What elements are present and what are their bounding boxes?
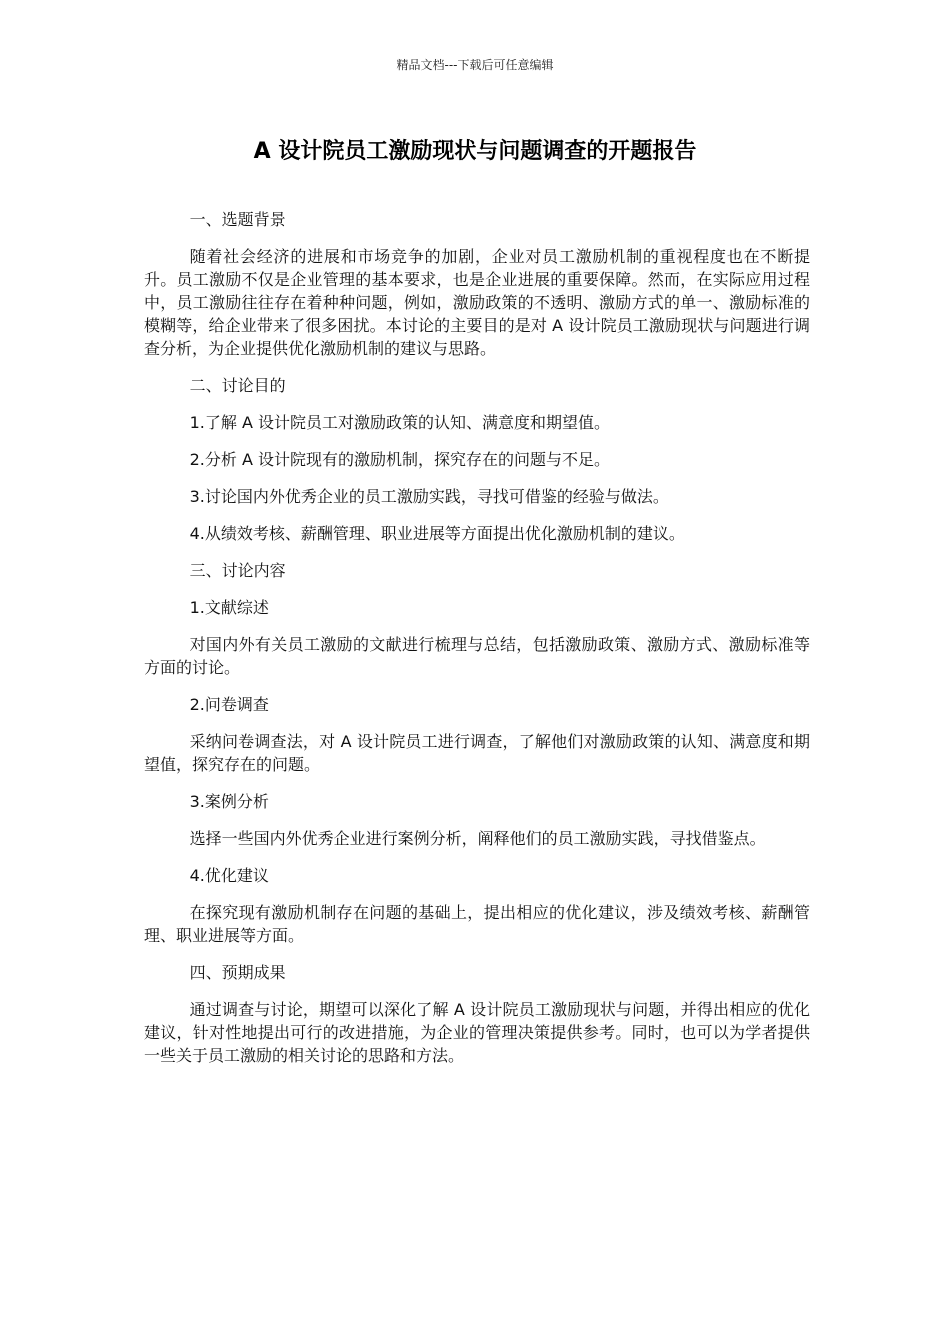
case-study-paragraph: 选择一些国内外优秀企业进行案例分析，阐释他们的员工激励实践，寻找借鉴点。	[189, 829, 766, 848]
purpose-item-4: 4.从绩效考核、薪酬管理、职业进展等方面提出优化激励机制的建议。	[189, 524, 685, 543]
section-heading-expected-results: 四、预期成果	[189, 963, 286, 982]
subsection-heading-case-study: 3.案例分析	[189, 792, 269, 811]
section-heading-purpose: 二、讨论目的	[189, 376, 286, 395]
background-paragraph: 随着社会经济的进展和市场竞争的加剧，企业对员工激励机制的重视程度也在不断提升。员工激励不仅是企业管理的基本要求，也是企业进展的重要保障。然而，在实际应用过程中，员工激励往往存在着种种问题，例如，激励政策的不透明、激励方式的单一、激励标准的模糊等，给企业带来了很多困扰。本讨论的主要目的是对 A 设计院员工激励现状与问题进行调查分析，为企业提供优化激励机制的建议与思路。	[144, 247, 810, 358]
literature-paragraph: 对国内外有关员工激励的文献进行梳理与总结，包括激励政策、激励方式、激励标准等方面的讨论。	[144, 635, 810, 677]
subsection-heading-suggestions: 4.优化建议	[189, 866, 269, 885]
survey-paragraph: 采纳问卷调查法，对 A 设计院员工进行调查，了解他们对激励政策的认知、满意度和期望值，探究存在的问题。	[144, 732, 810, 774]
purpose-item-1: 1.了解 A 设计院员工对激励政策的认知、满意度和期望值。	[189, 413, 610, 432]
subsection-heading-survey: 2.问卷调查	[189, 695, 269, 714]
subsection-heading-literature: 1.文献综述	[189, 598, 269, 617]
header-note: 精品文档---下载后可任意编辑	[396, 58, 554, 72]
section-heading-content: 三、讨论内容	[189, 561, 286, 580]
purpose-item-2: 2.分析 A 设计院现有的激励机制，探究存在的问题与不足。	[189, 450, 610, 469]
purpose-item-3: 3.讨论国内外优秀企业的员工激励实践，寻找可借鉴的经验与做法。	[189, 487, 669, 506]
suggestions-paragraph: 在探究现有激励机制存在问题的基础上，提出相应的优化建议，涉及绩效考核、薪酬管理、职业进展等方面。	[144, 903, 810, 945]
document-body	[144, 208, 810, 1081]
document-title: A 设计院员工激励现状与问题调查的开题报告	[253, 139, 697, 164]
section-heading-background: 一、选题背景	[189, 210, 286, 229]
expected-results-paragraph: 通过调查与讨论，期望可以深化了解 A 设计院员工激励现状与问题，并得出相应的优化建议，针对性地提出可行的改进措施，为企业的管理决策提供参考。同时，也可以为学者提供一些关于员工激励的相关讨论的思路和方法。	[144, 1000, 810, 1065]
